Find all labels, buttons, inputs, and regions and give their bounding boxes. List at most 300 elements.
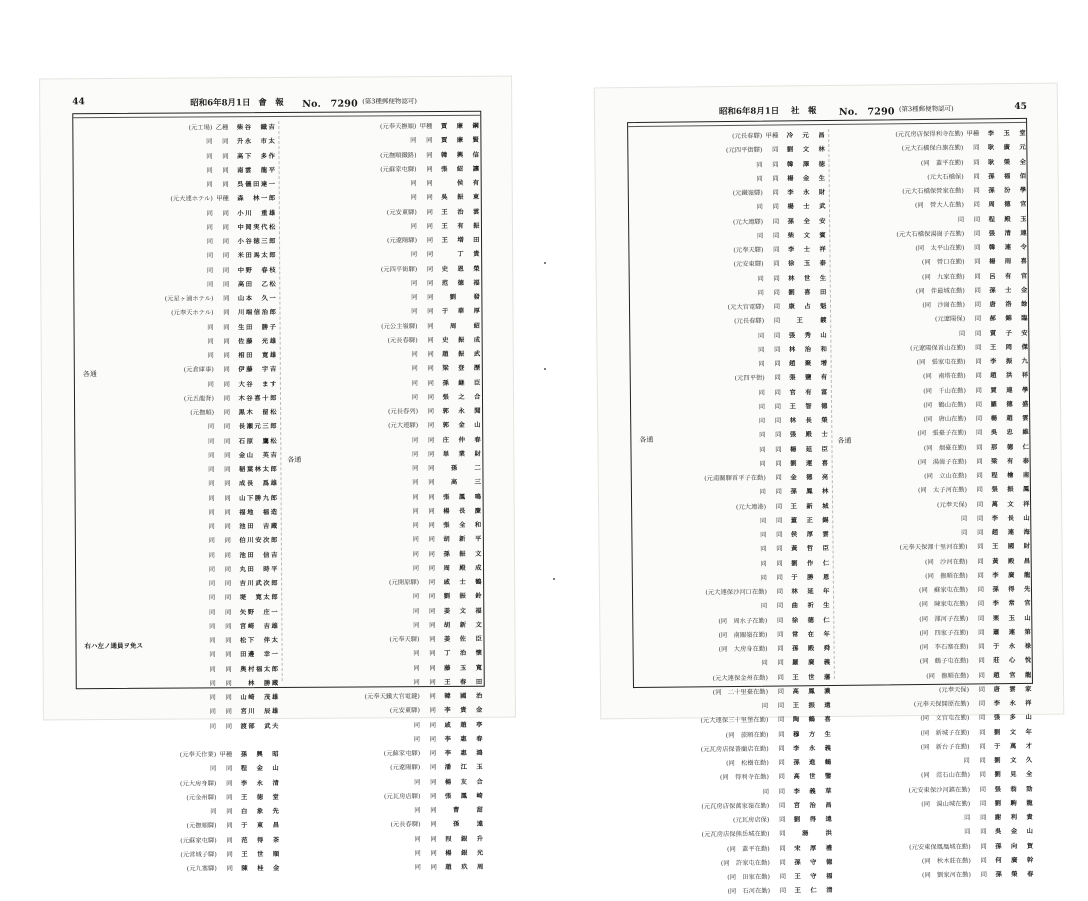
station-label: (同 陳家屯在勤) bbox=[919, 600, 969, 609]
station-label: (元南關驛首平子在勤) bbox=[704, 474, 766, 483]
person-name: 楊 趙 雲 bbox=[990, 414, 1031, 423]
person-name: 周 德 官 bbox=[988, 201, 1028, 209]
grade-label: 同 bbox=[977, 572, 984, 580]
station-label: 同 bbox=[756, 161, 763, 169]
grade-label: 同 bbox=[430, 864, 437, 872]
station-label: (同 鶴山在勤) bbox=[923, 401, 967, 409]
list-item bbox=[281, 362, 484, 377]
person-name: 王 國 財 bbox=[992, 543, 1032, 551]
grade-label: 同 bbox=[774, 360, 781, 368]
person-name: 于 華 厚 bbox=[441, 308, 482, 316]
station-label: (元安東驛) bbox=[386, 208, 417, 216]
grade-label: 同 bbox=[426, 251, 434, 259]
list-item bbox=[279, 134, 482, 149]
station-label: 同 bbox=[414, 778, 421, 786]
list-item bbox=[75, 434, 280, 450]
station-label: (同 湯崗子在勤) bbox=[917, 458, 967, 466]
person-name: 耿 榮 全 bbox=[987, 158, 1028, 166]
person-name: 孫 遠 bbox=[452, 820, 485, 829]
station-label: (元長春列) bbox=[387, 408, 419, 416]
grade-label: 同 bbox=[428, 479, 435, 487]
station-label: (元大石橋保湯崗子在勤) bbox=[896, 230, 965, 239]
person-name: 張 紹 讓 bbox=[441, 165, 481, 173]
person-name: 周 殿 成 bbox=[443, 564, 484, 572]
station-label: (同 伴最城在勤) bbox=[915, 287, 965, 295]
person-name: 宮崎 吉雄 bbox=[239, 622, 280, 630]
person-name: 王 増 田 bbox=[441, 236, 482, 244]
person-name: 趙 官 龍 bbox=[993, 671, 1033, 679]
scan-speck bbox=[544, 262, 546, 264]
list-item bbox=[280, 191, 483, 206]
grade-label: 同 bbox=[974, 315, 982, 323]
station-label: (元四平街) bbox=[734, 374, 765, 383]
station-label: (元遼陽保首山在勤) bbox=[910, 344, 966, 352]
grade-label: 同 bbox=[973, 201, 980, 209]
grade-label: 同 bbox=[776, 616, 784, 625]
list-item bbox=[78, 862, 283, 878]
grade-label: 同 bbox=[226, 794, 233, 802]
list-item bbox=[284, 832, 487, 847]
list-item bbox=[282, 633, 485, 648]
person-name: 張 鳳 鳴 bbox=[443, 493, 483, 501]
grade-label: 同 bbox=[973, 158, 980, 166]
station-label: 同 bbox=[412, 607, 420, 615]
person-name: 楊 延 臣 bbox=[789, 445, 830, 453]
person-name: 孫 二 bbox=[450, 464, 483, 472]
grade-label: 同 bbox=[974, 272, 981, 280]
station-label: 同 bbox=[414, 835, 421, 843]
person-name: 侯 有 bbox=[456, 179, 481, 187]
station-label: (同 撫順在勤) bbox=[925, 572, 968, 580]
station-label: (元長春驛) bbox=[732, 132, 763, 140]
person-name: 高下 多作 bbox=[237, 152, 277, 160]
person-name: 于 勝 恩 bbox=[791, 573, 831, 582]
grade-label: 同 bbox=[225, 680, 232, 688]
grade-label: 同 bbox=[775, 431, 782, 439]
station-label: (元奉天作業) bbox=[179, 751, 217, 759]
person-name: 劉 見 全 bbox=[994, 771, 1034, 779]
person-name: 侯 厚 雲 bbox=[790, 530, 831, 539]
station-label: 同 bbox=[207, 380, 214, 388]
station-label: 同 bbox=[209, 708, 216, 716]
person-name: 単 業 財 bbox=[442, 450, 483, 458]
grade-label: 同 bbox=[426, 180, 433, 188]
person-name: 王 世 藩 bbox=[792, 673, 832, 681]
list-item bbox=[74, 192, 279, 208]
grade-label: 同 bbox=[429, 735, 437, 743]
person-name: 宋 厚 禮 bbox=[794, 844, 834, 852]
station-label: (元瓦房店保熊岳城在勤) bbox=[701, 830, 770, 839]
station-label: 同 bbox=[411, 294, 418, 302]
grade-label: 同 bbox=[222, 209, 229, 217]
person-name: 胡 新 平 bbox=[443, 535, 483, 544]
person-name: 藤 玉 寬 bbox=[444, 664, 484, 672]
page-number: 44 bbox=[72, 97, 85, 108]
station-label: 同 bbox=[209, 680, 216, 688]
person-name: 生田 勝子 bbox=[238, 323, 278, 331]
person-name: 孫 榮 春 bbox=[995, 870, 1036, 879]
station-label: 同 bbox=[412, 493, 419, 501]
grade-label: 同 bbox=[779, 844, 786, 853]
person-name: 李 永 義 bbox=[793, 744, 833, 753]
person-name: 王 智 德 bbox=[789, 402, 830, 411]
person-name: 王 守 福 bbox=[794, 872, 835, 881]
grade-label: 同 bbox=[428, 607, 436, 615]
grade-label: 同 bbox=[226, 865, 233, 873]
person-name: 吳 金 山 bbox=[995, 828, 1035, 836]
list-item bbox=[281, 405, 484, 420]
station-label: 同 bbox=[410, 222, 417, 230]
person-name: 吉川武次郎 bbox=[239, 579, 280, 588]
list-item bbox=[283, 775, 486, 790]
person-name: 楊 長 慶 bbox=[443, 507, 483, 515]
person-name: 王 世 順 bbox=[241, 850, 281, 858]
list-item bbox=[75, 406, 280, 422]
station-label: (元長春驛) bbox=[387, 336, 418, 345]
person-name: 韓 連 令 bbox=[988, 243, 1029, 252]
person-name: 中岡実代松 bbox=[237, 223, 277, 231]
list-item bbox=[281, 333, 484, 348]
person-name: 韓 國 治 bbox=[444, 692, 484, 700]
station-label: (元公主嶺驛) bbox=[381, 322, 418, 330]
person-name: 張 鳳 崎 bbox=[444, 792, 485, 800]
list-item bbox=[76, 520, 281, 536]
grade-label: 同 bbox=[222, 167, 229, 175]
grade-label: 同 bbox=[775, 502, 783, 511]
station-label: 同 bbox=[208, 580, 216, 588]
station-label: (元奉天驛) bbox=[733, 246, 764, 254]
station-label: 同 bbox=[412, 507, 419, 515]
grade-label: 同 bbox=[980, 857, 987, 865]
station-label: 同 bbox=[412, 465, 419, 473]
station-label: 同 bbox=[759, 517, 767, 525]
person-name: 叚 銀 升 bbox=[445, 835, 485, 843]
list-item bbox=[74, 221, 279, 237]
person-name: 李 振 九 bbox=[990, 357, 1030, 366]
grade-label: 同 bbox=[226, 808, 233, 816]
list-item bbox=[280, 162, 483, 177]
person-name: 劉 文 年 bbox=[993, 728, 1034, 736]
person-name: 王 治 雲 bbox=[441, 208, 481, 216]
grade-label: 同 bbox=[429, 664, 436, 672]
list-item bbox=[75, 320, 280, 336]
grade-label: 同 bbox=[430, 849, 437, 857]
station-label: 同 bbox=[207, 323, 214, 331]
person-name: 李 廣 龍 bbox=[992, 571, 1032, 580]
grade-label: 同 bbox=[777, 702, 785, 710]
grade-label: 同 bbox=[777, 631, 784, 639]
grade-label: 同 bbox=[225, 694, 232, 702]
person-name: 稲葉林太郎 bbox=[238, 465, 279, 474]
station-label: (元星ヶ浦ホテル) bbox=[164, 295, 214, 303]
list-item bbox=[74, 235, 279, 251]
station-label: (同 沙崗在勤) bbox=[922, 301, 966, 310]
station-label: (元奉天鐵大官電鍵) bbox=[364, 693, 420, 701]
station-label: (元大石橋保) bbox=[927, 173, 964, 181]
list-item bbox=[75, 420, 280, 436]
person-name: 劉 運 喜 bbox=[790, 459, 830, 468]
station-label: 同 bbox=[964, 828, 971, 836]
grade-label: 同 bbox=[428, 579, 436, 587]
grade-label: 同 bbox=[225, 722, 233, 730]
grade-label: 同 bbox=[226, 822, 233, 830]
grade-label: 同 bbox=[776, 531, 783, 539]
grade-label: 同 bbox=[427, 336, 434, 344]
station-label: (元奉天撫順) bbox=[379, 123, 417, 131]
station-label: 同 bbox=[206, 152, 213, 160]
grade-label: 同 bbox=[775, 517, 783, 525]
person-name: 史 恩 榮 bbox=[441, 265, 482, 273]
grade-label: 同 bbox=[426, 222, 433, 230]
list-item bbox=[281, 419, 484, 434]
person-name: 賈 廉 鋼 bbox=[440, 122, 481, 130]
grade-label: 同 bbox=[974, 329, 982, 337]
station-label: (元鐵嶺驛) bbox=[732, 189, 763, 197]
list-item bbox=[284, 846, 487, 861]
scan-speck bbox=[544, 368, 546, 370]
station-label: (元四平街驛) bbox=[725, 146, 763, 155]
grade-label: 同 bbox=[774, 389, 781, 397]
station-label: (同 唐山在勤) bbox=[923, 415, 967, 424]
person-name: 李 常 官 bbox=[992, 600, 1033, 608]
grade-label: 同 bbox=[427, 294, 434, 302]
postal-permit: (第3種郵便物認可) bbox=[898, 104, 954, 114]
grade-label: 同 bbox=[427, 308, 434, 316]
station-label: 同 bbox=[411, 379, 418, 387]
person-name: 萬 文 祥 bbox=[991, 500, 1032, 508]
person-name: 孫 進 鶴 bbox=[793, 758, 833, 767]
grade-label: 同 bbox=[429, 707, 436, 715]
grade-label: 同 bbox=[427, 365, 434, 373]
station-label: 同 bbox=[413, 735, 421, 743]
person-name: 成長 爲雄 bbox=[239, 480, 279, 488]
person-name: 奥村福太郎 bbox=[240, 665, 280, 673]
grade-label: 同 bbox=[978, 629, 985, 637]
person-name: 王 岡 傑 bbox=[989, 343, 1030, 352]
person-name: 趙 玖 周 bbox=[445, 863, 485, 871]
grade-label: 同 bbox=[979, 771, 986, 779]
grade-label: 同 bbox=[973, 215, 981, 223]
grade-label: 甲種 bbox=[765, 132, 779, 140]
person-name: 穆 方 生 bbox=[792, 730, 833, 738]
person-name: 湯 洪 bbox=[801, 830, 834, 838]
person-name: 曹 甜 bbox=[452, 806, 485, 814]
person-name: 丁 治 懷 bbox=[444, 649, 484, 658]
station-label: 同 bbox=[210, 808, 217, 816]
station-label: 同 bbox=[208, 566, 216, 574]
list-item bbox=[77, 791, 282, 807]
person-name: 張 鹽 有 bbox=[789, 374, 829, 382]
grade-label: 同 bbox=[778, 802, 786, 810]
station-label: 同 bbox=[412, 536, 419, 544]
person-name: 小谷徳三郎 bbox=[237, 237, 278, 246]
station-label: (元倉庫事) bbox=[183, 366, 214, 374]
person-name: 劉 發 bbox=[449, 293, 482, 301]
station-label: 同 bbox=[206, 181, 213, 189]
person-name: 林 延 年 bbox=[791, 587, 832, 596]
person-name: 潘 江 玉 bbox=[444, 763, 485, 772]
grade-label: 同 bbox=[225, 708, 232, 716]
grade-label: 同 bbox=[224, 452, 231, 460]
person-name: 南雲 龍平 bbox=[237, 166, 277, 174]
person-name: 陳 桂 金 bbox=[241, 864, 281, 873]
station-label: 同 bbox=[412, 564, 420, 572]
grade-label: 甲種 bbox=[419, 123, 433, 131]
station-label: (元瓦房店保萬家嶺在勤) bbox=[701, 802, 770, 811]
grade-label: 同 bbox=[426, 165, 433, 173]
list-item bbox=[77, 691, 282, 707]
station-label: (同 湯山城在勤) bbox=[921, 800, 971, 808]
list-item bbox=[78, 848, 283, 864]
station-label: 同 bbox=[756, 175, 763, 183]
grade-label: 同 bbox=[224, 594, 232, 602]
person-name: 林 勝蔵 bbox=[248, 679, 280, 687]
list-item bbox=[76, 605, 281, 621]
station-label: 同 bbox=[208, 494, 215, 502]
station-label: (元遼陽保) bbox=[935, 315, 966, 324]
station-label: 同 bbox=[963, 757, 970, 765]
station-label: (元奉天保渾十里河在勤) bbox=[899, 543, 968, 552]
grade-label: 同 bbox=[426, 194, 433, 202]
list-item bbox=[74, 306, 279, 322]
section-label: 各通 bbox=[82, 370, 97, 379]
station-label: 同 bbox=[757, 275, 764, 283]
list-item bbox=[74, 164, 279, 180]
station-label: (元大連驛) bbox=[732, 218, 764, 226]
station-label: (元四平街驛) bbox=[380, 265, 418, 273]
grade-label: 同 bbox=[978, 686, 986, 694]
person-name: 耿 廣 元 bbox=[987, 144, 1028, 152]
station-label: 同 bbox=[206, 238, 214, 246]
grade-label: 同 bbox=[779, 830, 786, 838]
grade-label: 同 bbox=[978, 714, 986, 722]
station-label: (元大連保沙河口在勤) bbox=[705, 588, 768, 597]
person-name: 李 永 祥 bbox=[993, 699, 1034, 708]
grade-label: 同 bbox=[779, 873, 787, 881]
person-name: 張 多 山 bbox=[993, 714, 1034, 722]
station-label: (元大連驛) bbox=[388, 422, 419, 430]
person-name: 李 永 清 bbox=[240, 779, 281, 787]
person-name: 質 子 安 bbox=[989, 329, 1030, 337]
person-name: 相田 寛雄 bbox=[238, 351, 278, 360]
station-label: 同 bbox=[412, 479, 419, 487]
station-label: 同 bbox=[207, 423, 215, 431]
section-label: 各通 bbox=[837, 436, 852, 445]
station-label: 同 bbox=[964, 814, 971, 822]
left-page-header bbox=[72, 95, 481, 111]
list-item bbox=[282, 590, 485, 605]
person-name: 張 殿 士 bbox=[789, 431, 830, 439]
list-item bbox=[77, 719, 282, 735]
person-name: 高 鳳 濃 bbox=[792, 687, 833, 696]
station-label: (元奉天ホテル) bbox=[171, 309, 214, 317]
station-label: (元瓦房店驛) bbox=[384, 792, 421, 801]
grade-label: 同 bbox=[772, 203, 780, 211]
list-item bbox=[75, 363, 280, 379]
grade-label: 甲種 bbox=[966, 130, 980, 138]
station-label: (同 南關嶺在勤) bbox=[718, 631, 768, 639]
person-name: 山崎 茂雄 bbox=[240, 693, 280, 702]
list-item bbox=[282, 576, 485, 591]
station-label: (同 秋木莊在勤) bbox=[921, 857, 971, 865]
grade-label: 同 bbox=[773, 317, 781, 325]
person-name: 郭 永 聞 bbox=[442, 407, 483, 415]
grade-label: 同 bbox=[429, 764, 437, 772]
scan-speck bbox=[553, 578, 555, 580]
station-label: (同 立山在勤) bbox=[924, 472, 967, 481]
grade-label: 同 bbox=[772, 161, 779, 169]
station-label: (元大連保三十里堡在勤) bbox=[700, 716, 769, 725]
person-name: 楊 銀 光 bbox=[445, 849, 485, 857]
grade-label: 同 bbox=[776, 588, 784, 596]
grade-label: 同 bbox=[430, 821, 437, 829]
station-label: (同 李石寨在勤) bbox=[919, 643, 969, 652]
grade-label: 同 bbox=[977, 557, 984, 565]
grade-label: 同 bbox=[224, 509, 231, 517]
person-name: 韓 興 信 bbox=[441, 151, 481, 159]
grade-label: 同 bbox=[976, 458, 983, 466]
grade-label: 同 bbox=[428, 593, 436, 601]
grade-label: 同 bbox=[427, 322, 434, 330]
station-label: (元安東保沙河鎮在勤) bbox=[908, 786, 971, 794]
grade-label: 同 bbox=[975, 358, 982, 366]
list-item bbox=[283, 804, 486, 819]
list-item bbox=[282, 547, 485, 562]
station-label: 同 bbox=[208, 608, 216, 616]
station-label: 同 bbox=[757, 289, 764, 297]
person-name: 康 占 魁 bbox=[788, 303, 829, 311]
grade-label: 同 bbox=[224, 551, 231, 559]
list-item bbox=[74, 278, 279, 294]
grade-label: 同 bbox=[778, 773, 785, 781]
station-label: (元瓦房店保普蘭店在勤) bbox=[700, 745, 769, 754]
person-name: 柴 文 賓 bbox=[787, 231, 828, 240]
grade-label: 同 bbox=[980, 828, 987, 836]
grade-label: 同 bbox=[979, 800, 987, 808]
section-label: 各通 bbox=[287, 455, 302, 464]
person-name: 庄 仲 春 bbox=[442, 436, 483, 444]
person-name: 升永 市太 bbox=[236, 138, 277, 146]
list-item bbox=[279, 120, 482, 135]
station-label: (同 周水子在勤) bbox=[718, 617, 768, 625]
grade-label: 同 bbox=[978, 671, 985, 679]
grade-label: 同 bbox=[427, 408, 435, 416]
station-label: 同 bbox=[411, 436, 419, 444]
grade-label: 同 bbox=[976, 515, 984, 523]
station-label: 同 bbox=[209, 637, 216, 645]
station-label: (元蘇家屯驛) bbox=[383, 750, 421, 758]
person-name: 胡 新 文 bbox=[443, 621, 484, 629]
person-name: 石原 鷹松 bbox=[238, 437, 279, 445]
person-name: 賈 廉 賢 bbox=[440, 137, 481, 145]
grade-label: 同 bbox=[429, 621, 436, 629]
list-item bbox=[280, 291, 483, 306]
person-name: 李 士 祥 bbox=[787, 246, 828, 254]
list-item bbox=[279, 148, 482, 163]
person-name: 姜 佐 臣 bbox=[443, 635, 484, 643]
person-name: 賈 連 學 bbox=[990, 386, 1030, 394]
person-name: 王 新 城 bbox=[790, 502, 831, 510]
list-item bbox=[77, 677, 282, 693]
grade-label: 同 bbox=[226, 836, 233, 844]
person-name: 王 振 遠 bbox=[792, 701, 833, 710]
grade-label: 同 bbox=[222, 252, 230, 260]
station-label: 同 bbox=[207, 352, 214, 360]
station-label: 同 bbox=[957, 216, 965, 224]
person-name: 渡部 武夫 bbox=[240, 722, 281, 730]
grade-label: 同 bbox=[975, 415, 983, 423]
station-label: (元安東保鳳凰城在勤) bbox=[909, 843, 971, 851]
